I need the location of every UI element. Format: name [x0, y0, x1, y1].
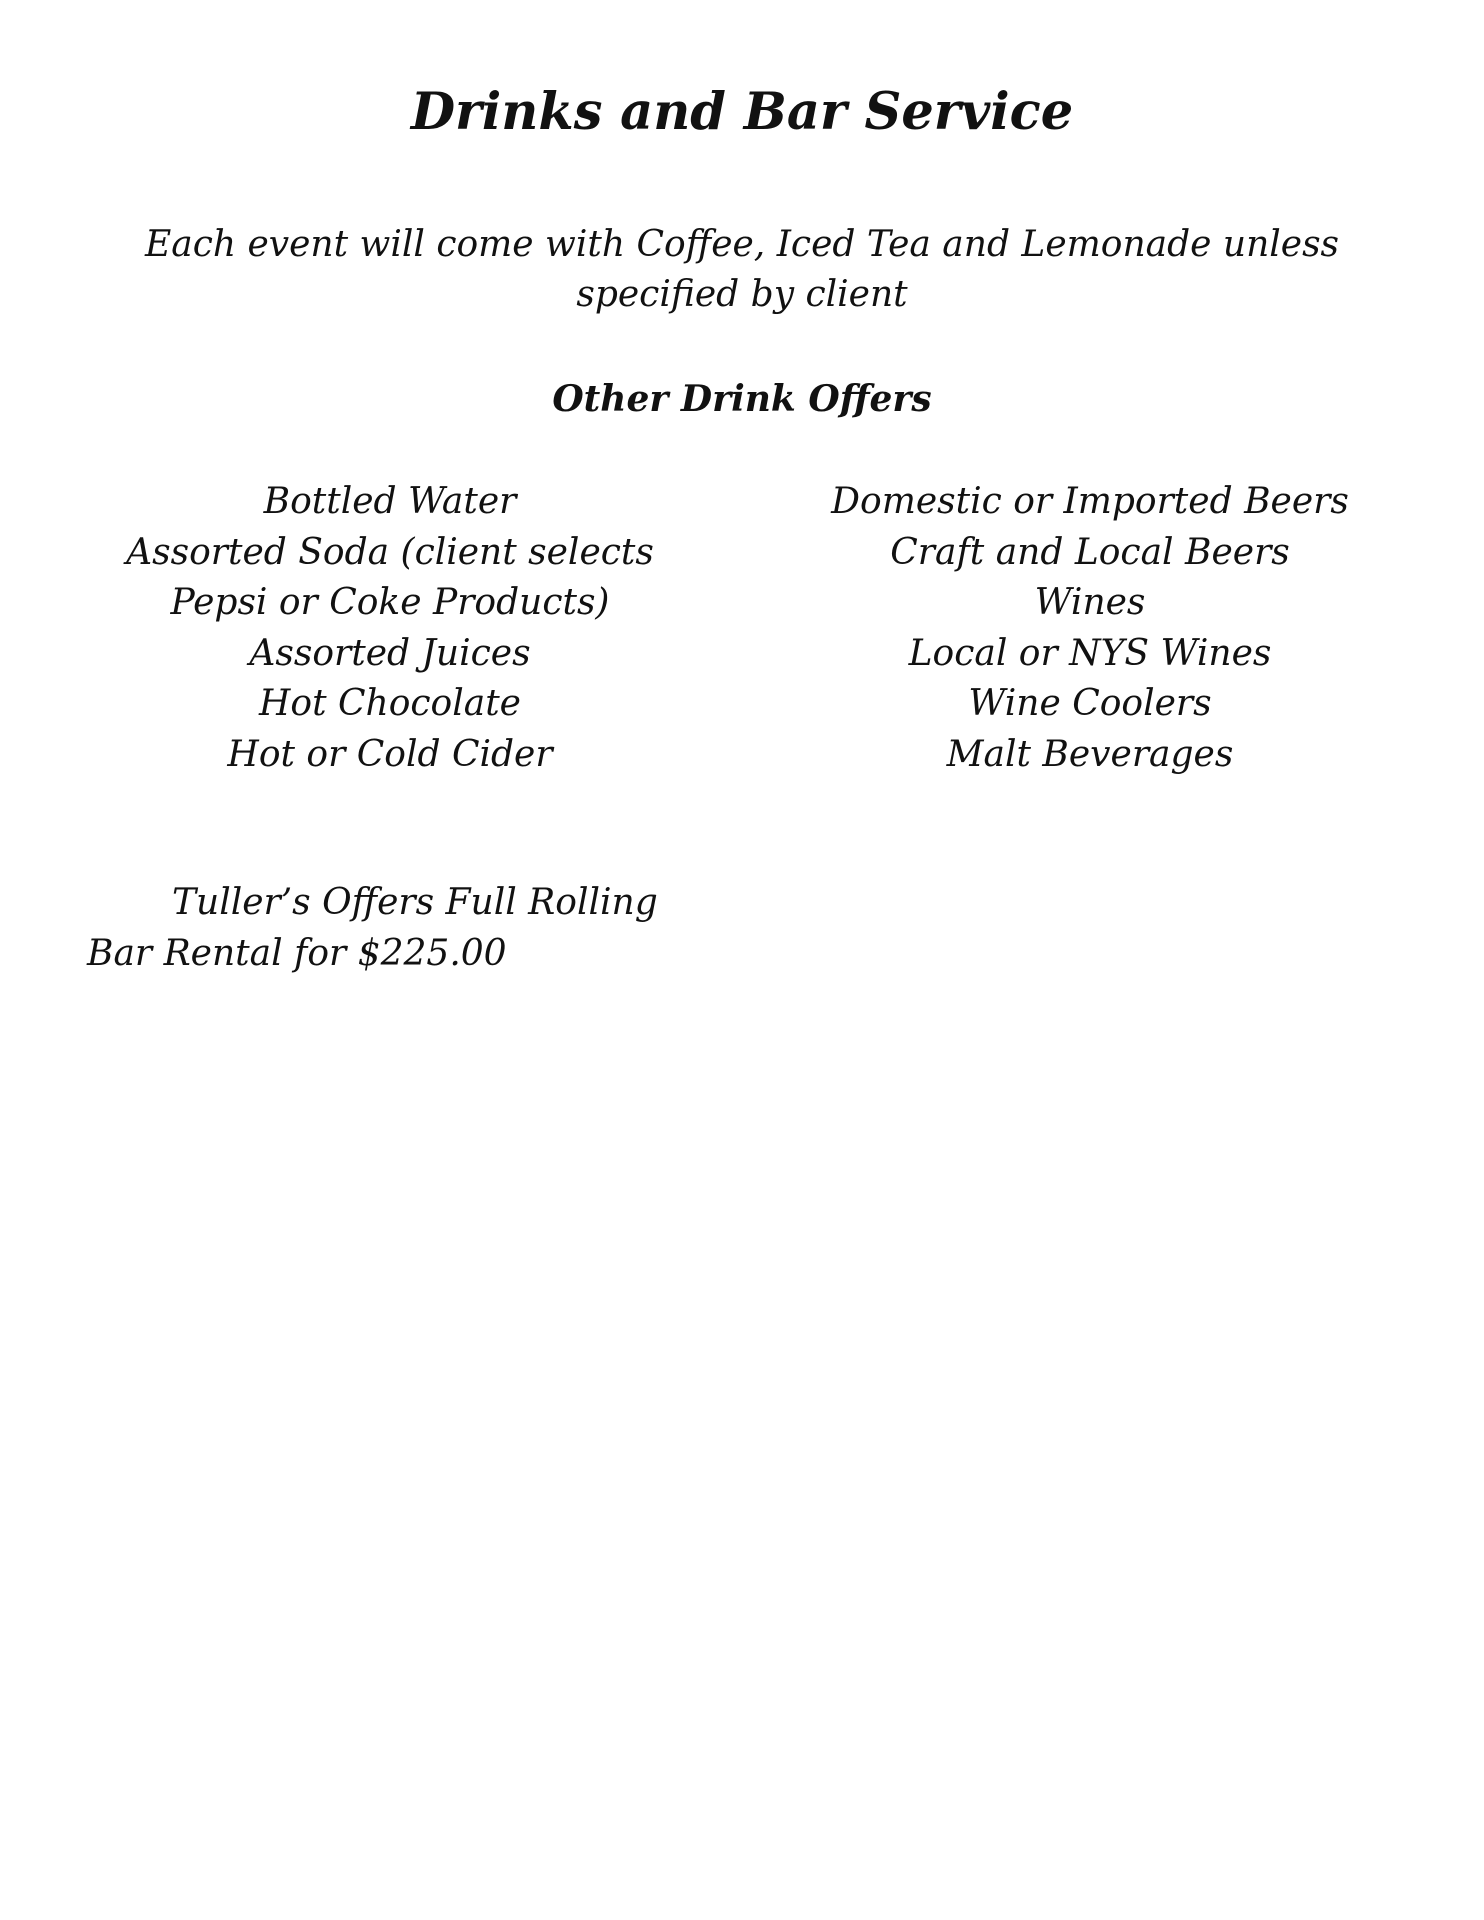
list-item: Hot or Cold Cider [227, 733, 553, 775]
list-item: Hot Chocolate [259, 683, 521, 724]
list-item: Local or NYS Wines [908, 632, 1272, 674]
alcoholic-drinks-list [790, 477, 1390, 780]
list-item: Craft and Local Beers [890, 531, 1290, 573]
list-item: Malt Beverages [946, 733, 1234, 775]
list-item: Domestic or Imported Beers [831, 481, 1349, 522]
list-item: Wine Coolers [968, 683, 1212, 724]
list-item: Bottled Water [263, 481, 517, 522]
non-alcoholic-drinks-list [80, 477, 700, 780]
bar-rental-line-1: Tuller’s Offers Full Rolling [172, 882, 658, 923]
list-item: Assorted Soda (client selects Pepsi or Coke Products) [126, 531, 654, 623]
list-item: Wines [1034, 582, 1146, 623]
bar-rental-note [87, 877, 707, 979]
list-item: Assorted Juices [249, 632, 531, 674]
section-heading: Other Drink Offers [552, 378, 932, 420]
bar-rental-line-2: Bar Rental for $225.00 [87, 933, 507, 974]
page-title: Drinks and Bar Service [410, 82, 1074, 142]
intro-text: Each event will come with Coffee, Iced Tea and Lemonade unless specified by client [144, 224, 1340, 315]
